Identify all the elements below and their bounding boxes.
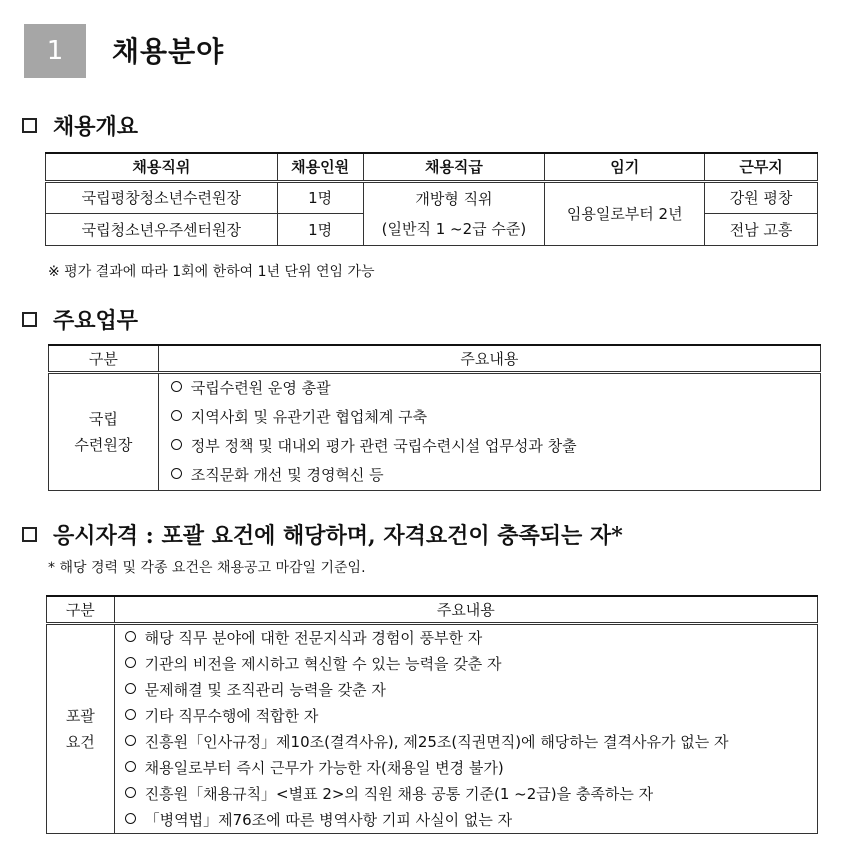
grade-line-1: 개방형 직위 [415,189,493,208]
circle-bullet-icon [125,787,136,798]
list-item: 진흥원「채용규칙」<별표 2>의 직원 채용 공통 기준(1 ~2급)을 충족하는 자 [115,781,817,807]
list-item: 기타 직무수행에 적합한 자 [115,703,817,729]
col-header-location: 근무지 [705,153,818,181]
duties-table [48,344,821,491]
circle-bullet-icon [171,468,182,479]
circle-bullet-icon [125,683,136,694]
duties-heading-text: 주요업무 [53,308,139,334]
grade-line-2: (일반직 1 ~2급 수준) [381,219,527,238]
checkbox-square-icon [22,312,37,327]
table-row [46,181,818,213]
position-cell: 국립청소년우주센터원장 [46,213,278,245]
checkbox-square-icon [22,118,37,133]
location-cell: 강원 평창 [705,181,818,213]
col-header-content: 주요내용 [158,345,820,372]
list-item: 정부 정책 및 대내외 평가 관련 국립수련시설 업무성과 창출 [159,432,820,461]
checkbox-square-icon [22,527,37,542]
list-item: 조직문화 개선 및 경영혁신 등 [159,461,820,490]
circle-bullet-icon [125,735,136,746]
overview-table [45,152,818,246]
duties-list [158,372,820,490]
col-header-count: 채용인원 [277,153,363,181]
col-header-grade: 채용직급 [363,153,545,181]
list-item: 「병역법」제76조에 따른 병역사항 기피 사실이 없는 자 [115,807,817,833]
category-cell [47,623,115,833]
grade-cell [363,181,545,245]
circle-bullet-icon [125,813,136,824]
qualifications-heading-text: 응시자격 : 포괄 요건에 해당하며, 자격요건이 충족되는 자* [53,523,623,549]
count-cell: 1명 [277,213,363,245]
circle-bullet-icon [125,761,136,772]
circle-bullet-icon [171,381,182,392]
circle-bullet-icon [171,439,182,450]
list-item: 지역사회 및 유관기관 협업체계 구축 [159,403,820,432]
category-cell [49,372,159,490]
list-item: 문제해결 및 조직관리 능력을 갖춘 자 [115,677,817,703]
category-line-2: 요건 [65,732,95,751]
qualifications-note: * 해당 경력 및 각종 요건은 채용공고 마감일 기준임. [48,560,366,576]
qualifications-list [114,623,817,833]
list-item: 해당 직무 분야에 대한 전문지식과 경험이 풍부한 자 [115,625,817,651]
col-header-content: 주요내용 [114,596,817,623]
term-cell: 임용일로부터 2년 [545,181,705,245]
circle-bullet-icon [125,631,136,642]
col-header-term: 임기 [545,153,705,181]
category-line-2: 수련원장 [74,435,133,454]
location-cell: 전남 고흥 [705,213,818,245]
list-item: 국립수련원 운영 총괄 [159,374,820,403]
position-cell: 국립평창청소년수련원장 [46,181,278,213]
overview-heading-text: 채용개요 [53,114,139,140]
count-cell: 1명 [277,181,363,213]
circle-bullet-icon [125,657,136,668]
list-item: 기관의 비전을 제시하고 혁신할 수 있는 능력을 갖춘 자 [115,651,817,677]
col-header-category: 구분 [47,596,115,623]
page-title: 채용분야 [112,35,225,68]
col-header-position: 채용직위 [46,153,278,181]
circle-bullet-icon [171,410,182,421]
list-item: 채용일로부터 즉시 근무가 가능한 자(채용일 변경 불가) [115,755,817,781]
qualifications-table [46,595,818,834]
list-item: 진흥원「인사규정」제10조(결격사유), 제25조(직권면직)에 해당하는 결격사유가 없는 자 [115,729,817,755]
duties-heading [22,304,138,335]
overview-heading [22,110,138,141]
category-line-1: 포괄 [65,706,95,725]
col-header-category: 구분 [49,345,159,372]
qualifications-heading [22,519,623,550]
circle-bullet-icon [125,709,136,720]
category-line-1: 국립 [88,409,118,428]
section-number-badge: 1 [24,24,86,78]
overview-note: ※ 평가 결과에 따라 1회에 한하여 1년 단위 연임 가능 [48,264,375,280]
